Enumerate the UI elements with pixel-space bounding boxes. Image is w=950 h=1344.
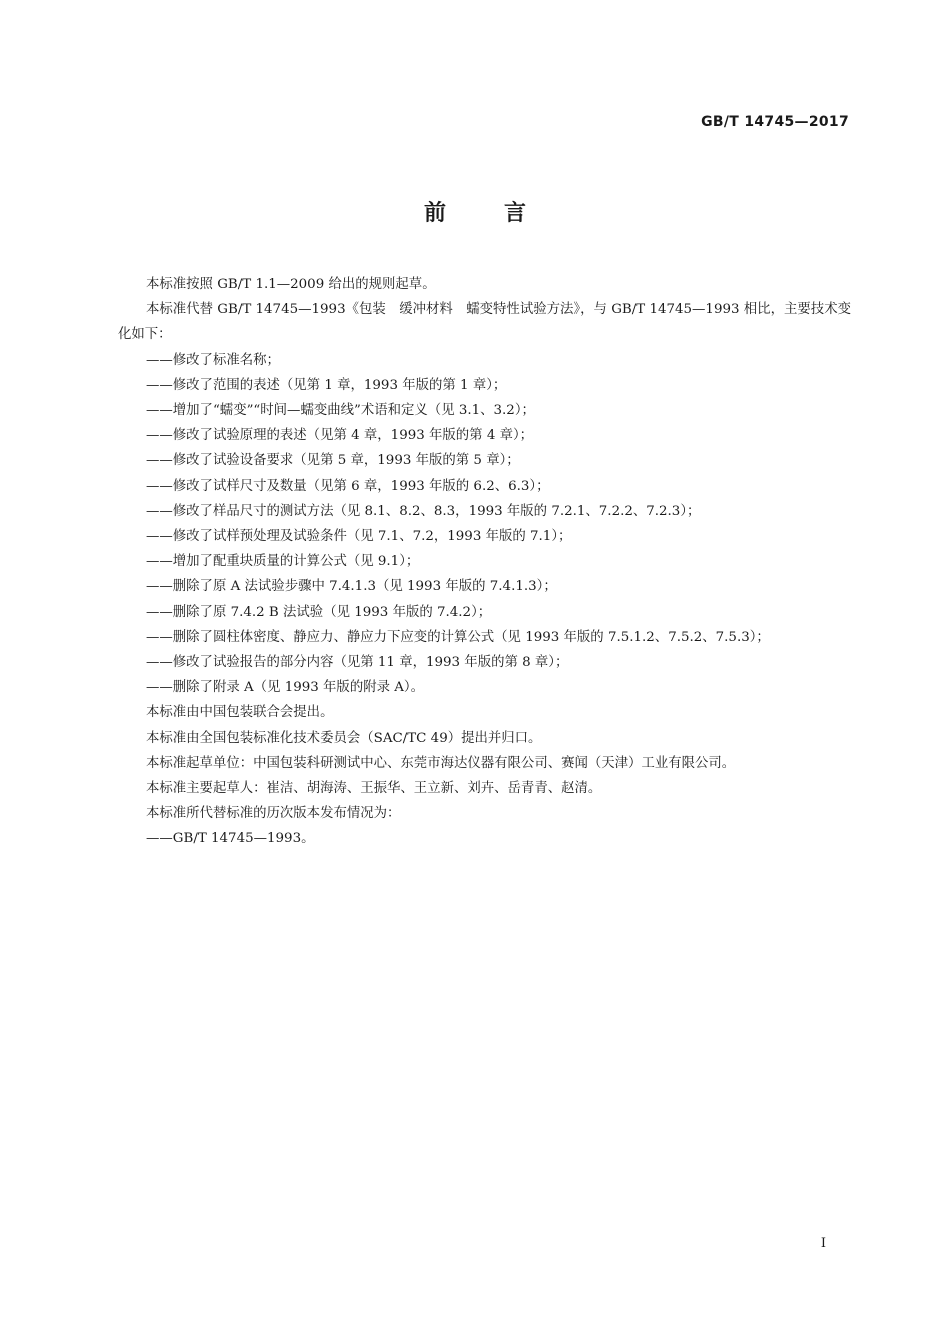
paragraph: 本标准主要起草人：崔洁、胡海涛、王振华、王立新、刘卉、岳青青、赵清。: [146, 781, 602, 797]
list-item: ——增加了配重块质量的计算公式（见 9.1）；: [146, 554, 420, 570]
list-item: ——修改了试验原理的表述（见第 4 章，1993 年版的第 4 章）；: [146, 428, 534, 444]
paragraph: 本标准由中国包装联合会提出。: [146, 705, 334, 721]
list-item: ——修改了样品尺寸的测试方法（见 8.1、8.2、8.3，1993 年版的 7.2.1、7.2.2、7.2.3）；: [146, 503, 701, 519]
page-title: 前言: [423, 201, 584, 226]
list-item: ——修改了试样尺寸及数量（见第 6 章，1993 年版的 6.2、6.3）；: [146, 478, 550, 494]
list-item: ——删除了附录 A（见 1993 年版的附录 A）。: [146, 680, 424, 696]
list-item: ——修改了试验报告的部分内容（见第 11 章，1993 年版的第 8 章）；: [146, 655, 569, 671]
list-item: ——增加了“蠕变”“时间—蠕变曲线”术语和定义（见 3.1、3.2）；: [146, 403, 535, 419]
list-item: ——GB/T 14745—1993。: [146, 831, 315, 847]
page-number: I: [820, 1236, 826, 1251]
list-item: ——删除了原 7.4.2 B 法试验（见 1993 年版的 7.4.2）；: [146, 604, 492, 620]
paragraph: 本标准由全国包装标准化技术委员会（SAC/TC 49）提出并归口。: [146, 730, 542, 746]
paragraph: 本标准代替 GB/T 14745—1993《包装 缓冲材料 蠕变特性试验方法》，与 GB/T 14745—1993 相比，主要技术变化如下：: [118, 302, 851, 343]
list-item: ——修改了试样预处理及试验条件（见 7.1、7.2，1993 年版的 7.1）；: [146, 529, 572, 545]
list-item: ——修改了试验设备要求（见第 5 章，1993 年版的第 5 章）；: [146, 453, 520, 469]
standard-number: GB/T 14745—2017: [701, 114, 849, 130]
paragraph: 本标准起草单位：中国包装科研测试中心、东莞市海达仪器有限公司、赛闻（天津）工业有限公司。: [146, 755, 736, 771]
list-item: ——修改了标准名称；: [146, 352, 280, 368]
list-item: ——删除了圆柱体密度、静应力、静应力下应变的计算公式（见 1993 年版的 7.5.1.2、7.5.2、7.5.3）；: [146, 629, 770, 645]
list-item: ——修改了范围的表述（见第 1 章，1993 年版的第 1 章）；: [146, 377, 507, 393]
document-body: [118, 272, 851, 852]
list-item: ——删除了原 A 法试验步骤中 7.4.1.3（见 1993 年版的 7.4.1.3）；: [146, 579, 557, 595]
paragraph: 本标准所代替标准的历次版本发布情况为：: [146, 806, 401, 822]
paragraph: 本标准按照 GB/T 1.1—2009 给出的规则起草。: [146, 277, 436, 292]
